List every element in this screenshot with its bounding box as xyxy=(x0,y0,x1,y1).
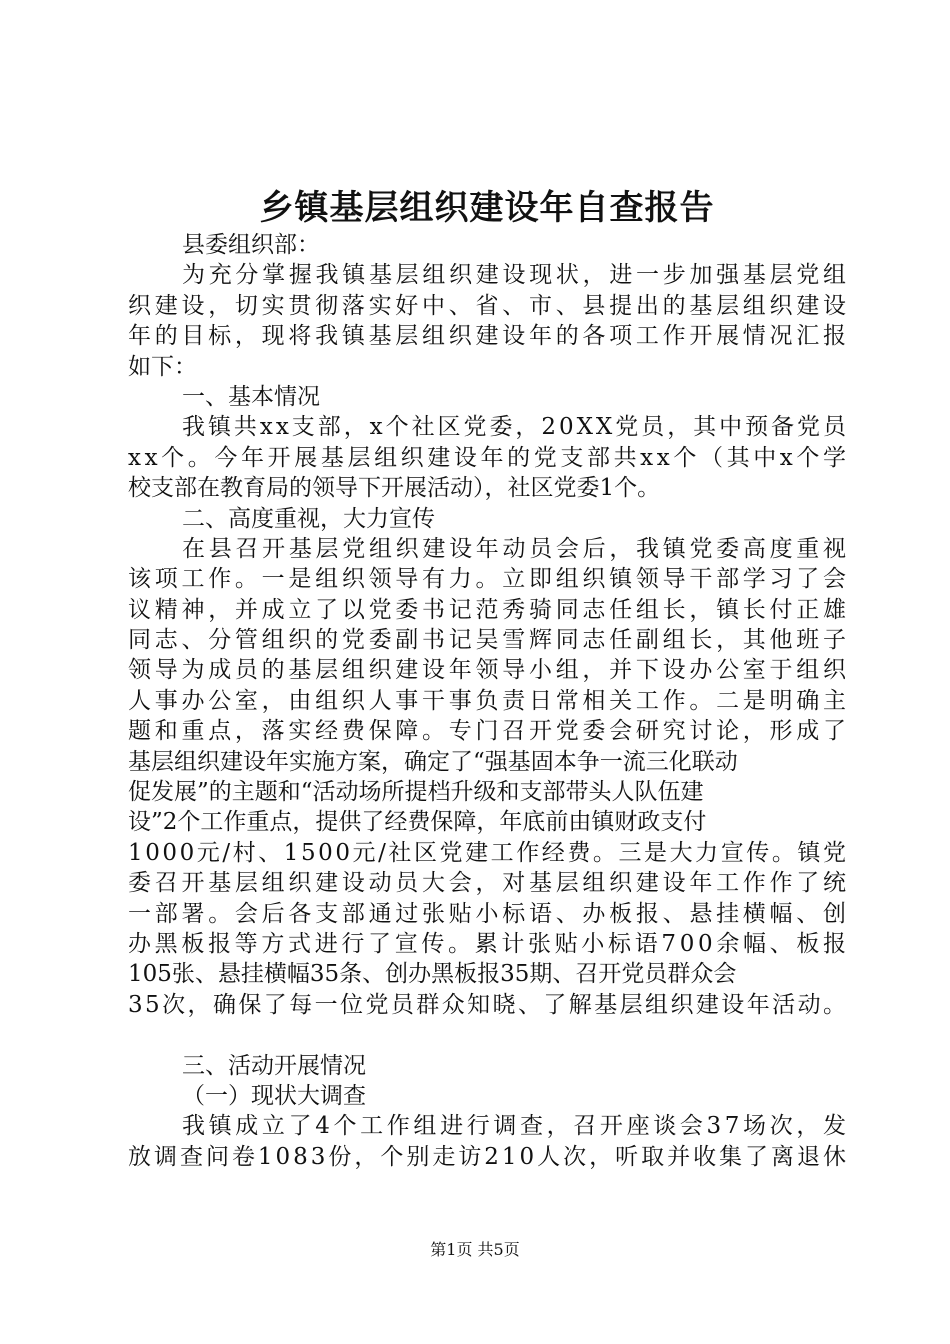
paragraph-line: 人事办公室，由组织人事干事负责日常相关工作。二是明确主 xyxy=(128,687,850,714)
paragraph-line: 我镇成立了4个工作组进行调查，召开座谈会37场次，发 xyxy=(182,1113,850,1140)
paragraph-line: 促发展”的主题和“活动场所提档升级和支部带头人队伍建 xyxy=(128,779,704,806)
paragraph-line: 织建设，切实贯彻落实好中、省、市、县提出的基层组织建设 xyxy=(128,292,850,319)
paragraph-line xyxy=(128,1020,846,1050)
paragraph-line: xx个。今年开展基层组织建设年的党支部共xx个（其中x个学 xyxy=(128,444,850,471)
paragraph-line: 一、基本情况 xyxy=(182,383,320,410)
paragraph-line: 在县召开基层党组织建设年动员会后，我镇党委高度重视 xyxy=(182,535,850,562)
paragraph-line: 我镇共xx支部，x个社区党委，20XX党员，其中预备党员 xyxy=(182,414,849,441)
paragraph-line: 35次，确保了每一位党员群众知晓、了解基层组织建设年活动。 xyxy=(128,991,849,1018)
paragraph-line: 105张、悬挂横幅35条、创办黑板报35期、召开党员群众会 xyxy=(128,961,737,988)
paragraph-line: 三、活动开展情况 xyxy=(182,1052,366,1079)
paragraph-line: 放调查问卷1083份，个别走访210人次，听取并收集了离退休 xyxy=(128,1143,849,1170)
paragraph-line: 该项工作。一是组织领导有力。立即组织镇领导干部学习了会 xyxy=(128,566,850,593)
paragraph-line: 基层组织建设年实施方案，确定了“强基固本争一流三化联动 xyxy=(128,748,738,775)
paragraph-line: 题和重点，落实经费保障。专门召开党委会研究讨论，形成了 xyxy=(128,718,850,745)
paragraph-line: 1000元/村、1500元/社区党建工作经费。三是大力宣传。镇党 xyxy=(128,839,849,866)
paragraph-line: 领导为成员的基层组织建设年领导小组，并下设办公室于组织 xyxy=(128,657,850,684)
paragraph-line: 如下： xyxy=(128,353,197,380)
paragraph-line: 县委组织部： xyxy=(182,232,320,258)
paragraph-line: 一部署。会后各支部通过张贴小标语、办板报、悬挂横幅、创 xyxy=(128,900,850,927)
document-title: 乡镇基层组织建设年自查报告 xyxy=(259,188,715,228)
paragraph-line: 办黑板报等方式进行了宣传。累计张贴小标语700余幅、板报 xyxy=(128,930,850,957)
paragraph-line: 二、高度重视，大力宣传 xyxy=(182,505,435,532)
paragraph-line: （一）现状大调查 xyxy=(182,1082,366,1109)
paragraph-line: 年的目标，现将我镇基层组织建设年的各项工作开展情况汇报 xyxy=(128,323,850,350)
paragraph-line: 同志、分管组织的党委副书记吴雪辉同志任副组长，其他班子 xyxy=(128,627,850,654)
paragraph-line: 校支部在教育局的领导下开展活动），社区党委1个。 xyxy=(128,475,661,502)
paragraph-line: 设”2个工作重点，提供了经费保障，年底前由镇财政支付 xyxy=(128,809,707,836)
paragraph-line: 议精神，并成立了以党委书记范秀骑同志任组长，镇长付正雄 xyxy=(128,596,850,623)
paragraph-line: 为充分掌握我镇基层组织建设现状，进一步加强基层党组 xyxy=(182,262,850,289)
paragraph-line: 委召开基层组织建设动员大会，对基层组织建设年工作作了统 xyxy=(128,870,850,897)
document-body xyxy=(128,230,850,1172)
page-footer: 第1页 共5页 xyxy=(430,1240,520,1259)
